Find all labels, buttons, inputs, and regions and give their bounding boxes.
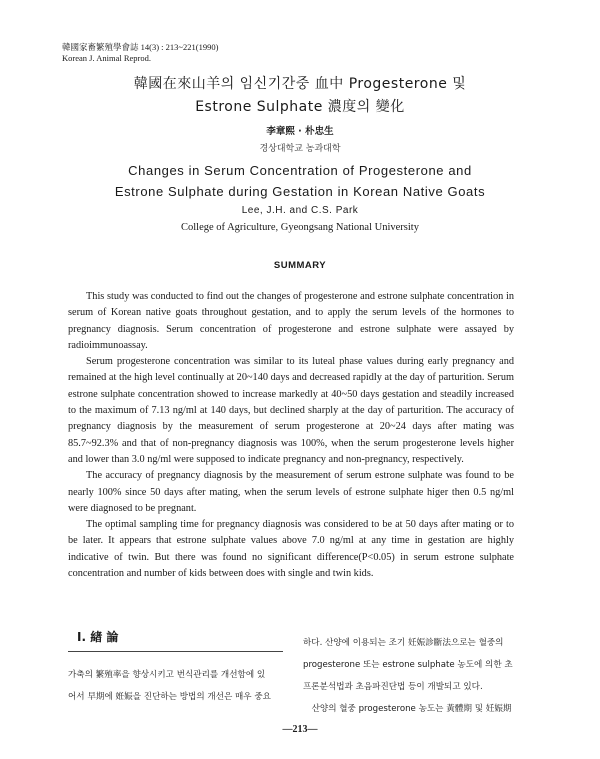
summary-paragraph: The optimal sampling time for pregnancy diagnosis was considered to be at 50 days after mating or to be later. It appears that estrone sulphate values above 7.0 ng/ml at any time in gestation are highly indicative of twin. But there was found no significant difference(P<0.05) in serum estrone sulphate concentration and number of kids between does with single and twin kids. — [68, 519, 514, 580]
summary-paragraph: Serum progesterone concentration was similar to its luteal phase values during early pregnancy and remained at the high level continually at 20~140 days and decreased rapidly at the day of parturition. Serum estrone sulphate concentration showed to increase markedly at 40~50 days gestation and steadily increased to the maximum of 7.13 ng/ml at 140 days, but declined sharply at the day of parturition. The accuracy of pregnancy diagnosis by the measurement of serum progesterone at 20~24 days after mating was 85.7~92.3% and that of non-pregnancy diagnosis was 100%, when the serum progesterone levels higher and lower than 3.0 ng/ml were supposed to indicate pregnancy and non-pregnancy, respectively. — [68, 356, 514, 465]
english-title-line-1: Changes in Serum Concentration of Progesterone and — [128, 163, 472, 178]
right-column-line: 산양의 혈중 progesterone 농도는 黃體期 및 妊娠期 — [303, 704, 512, 714]
english-authors: Lee, J.H. and C.S. Park — [241, 205, 359, 216]
right-column-line: 하다. 산양에 이용되는 조기 妊娠診斷法으로는 혈중의 — [303, 638, 504, 648]
korean-title-line-2: Estrone Sulphate 濃度의 變化 — [195, 99, 405, 115]
english-title-line-2: Estrone Sulphate during Gestation in Korean Native Goats — [114, 184, 486, 199]
journal-citation: 韓國家畜繁殖學會誌 14(3) : 213~221(1990) — [62, 42, 219, 52]
english-affiliation: College of Agriculture, Gyeongsang National University — [181, 222, 419, 233]
summary-paragraph: This study was conducted to find out the changes of progesterone and estrone sulphate concentration in serum of Korean native goats throughout gestation, and to apply the serum levels of the hormones to pregnancy diagnosis. Serum concentration of progesterone and estrone sulphate were assayed by radioimmunoassay. — [68, 291, 514, 351]
left-column-line: 어서 早期에 姙娠을 진단하는 방법의 개선은 매우 중요 — [68, 692, 271, 702]
journal-name: Korean J. Animal Reprod. — [62, 53, 151, 63]
korean-affiliation: 경상대학교 농과대학 — [259, 144, 341, 154]
journal-header — [62, 42, 218, 64]
left-column — [68, 664, 283, 708]
korean-authors: 李章熙 · 朴忠生 — [266, 126, 334, 137]
summary-heading: SUMMARY — [273, 260, 327, 271]
right-column-line: progesterone 또는 estrone sulphate 농도에 의한 초 — [303, 660, 513, 670]
introduction-heading: I. 緖 論 — [77, 630, 119, 644]
right-column-line: 프론분석법과 초음파진단법 등이 개발되고 있다. — [303, 682, 483, 692]
left-column-line: 가축의 繁殖率을 향상시키고 번식관리를 개선함에 있 — [68, 670, 266, 680]
summary-body — [68, 289, 514, 582]
page-number: —213— — [282, 724, 318, 735]
korean-title-line-1: 韓國在來山羊의 임신기간중 血中 Progesterone 및 — [133, 76, 467, 92]
right-column — [303, 632, 535, 720]
summary-paragraph: The accuracy of pregnancy diagnosis by the measurement of serum estrone sulphate was found to be nearly 100% since 50 days after mating, when the serum levels of estrone sulphate higer then 0.5 ng/ml were diagnosed to be pregnant. — [68, 470, 514, 514]
heading-rule — [68, 651, 283, 652]
